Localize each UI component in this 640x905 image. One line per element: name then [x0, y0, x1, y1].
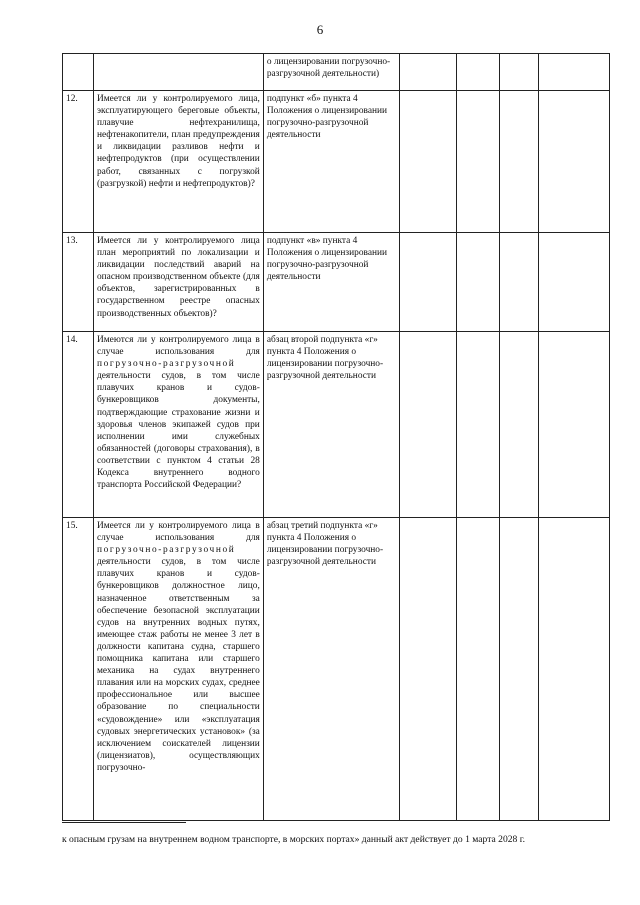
question-cell [93, 518, 263, 821]
answer-na-cell [499, 54, 539, 91]
answer-yes-cell [399, 54, 457, 91]
notes-cell [539, 518, 610, 821]
question-cell [93, 54, 263, 91]
answer-yes-cell [399, 332, 457, 518]
answer-na-cell [499, 91, 539, 233]
table-row [63, 332, 610, 518]
question-text-spaced: погрузочно-разгрузочной [96, 359, 236, 370]
answer-yes-cell [399, 91, 457, 233]
question-text-start: Имеется ли у контролируемого лица в случае использования для [96, 521, 260, 544]
table-row [63, 233, 610, 332]
notes-cell [539, 91, 610, 233]
checklist-table [62, 53, 610, 821]
question-cell [93, 332, 263, 518]
answer-na-cell [499, 332, 539, 518]
page-number: 6 [316, 22, 324, 37]
answer-no-cell [457, 332, 500, 518]
row-number [63, 54, 94, 91]
table-row [63, 54, 610, 91]
notes-cell [539, 332, 610, 518]
answer-no-cell [457, 233, 500, 332]
notes-cell [539, 54, 610, 91]
row-number: 15. [63, 518, 94, 821]
question-cell: Имеется ли у контролируемого лица, эксплуатирующего береговые объекты, плавучие нефтехранилища, нефтенакопители, план предупреждения и ликвидации разливов нефти и нефтепродуктов (при осуществлении работ, связанных с погрузкой (разгрузкой) нефти и нефтепродуктов)? [93, 91, 263, 233]
table-row [63, 518, 610, 821]
legal-reference-cell: абзац третий подпункта «г» пункта 4 Положения о лицензировании погрузочно-разгрузочной деятельности [263, 518, 399, 821]
question-text-start: Имеются ли у контролируемого лица в случае использования для [96, 335, 260, 358]
answer-no-cell [457, 91, 500, 233]
answer-no-cell [457, 518, 500, 821]
table-row [63, 91, 610, 233]
row-number: 14. [63, 332, 94, 518]
answer-yes-cell [399, 233, 457, 332]
answer-na-cell [499, 518, 539, 821]
row-number: 12. [63, 91, 94, 233]
answer-yes-cell [399, 518, 457, 821]
answer-na-cell [499, 233, 539, 332]
notes-cell [539, 233, 610, 332]
question-text-end: деятельности судов, в том числе плавучих кранов и судов-бункеровщиков должностное лицо, назначенное ответственным за обеспечение безопасной эксплуатации судов на внутренних водных путях, имеющее стаж работы не менее 3 лет в должности капитана судна, старшего помощника капитана или старшего механика на судах внутреннего плавания или на морских судах, среднее профессиональное или высшее образование по специальности «судовождение» или «эксплуатация судовых энергетических установок» (за исключением соискателей лицензии (лицензиатов), осуществляющих погрузочно- [96, 557, 260, 773]
legal-reference-cell: подпункт «в» пункта 4 Положения о лицензировании погрузочно-разгрузочной деятельности [263, 233, 399, 332]
legal-reference-cell: подпункт «б» пункта 4 Положения о лицензировании погрузочно-разгрузочной деятельности [263, 91, 399, 233]
row-number: 13. [63, 233, 94, 332]
footnote-separator [62, 822, 186, 823]
question-cell: Имеется ли у контролируемого лица план мероприятий по локализации и ликвидации последствий аварий на опасном производственном объекте (для объектов, зарегистрированных в государственном реестре опасных производственных объектов)? [93, 233, 263, 332]
legal-reference-cell: абзац второй подпункта «г» пункта 4 Положения о лицензировании погрузочно-разгрузочной деятельности [263, 332, 399, 518]
question-text-end: деятельности судов, в том числе плавучих кранов и судов-бункеровщиков документы, подтверждающие страхование жизни и здоровья членов экипажей судов при исполнении ими служебных обязанностей (договоры страхования), в соответствии с пунктом 4 статьи 28 Кодекса внутреннего водного транспорта Российской Федерации? [96, 371, 260, 491]
question-text-spaced: погрузочно-разгрузочной [96, 545, 236, 556]
legal-reference-cell: о лицензировании погрузочно-разгрузочной деятельности) [263, 54, 399, 91]
answer-no-cell [457, 54, 500, 91]
footnote: к опасным грузам на внутреннем водном транспорте, в морских портах» данный акт действует до 1 марта 2028 г. [62, 834, 526, 845]
